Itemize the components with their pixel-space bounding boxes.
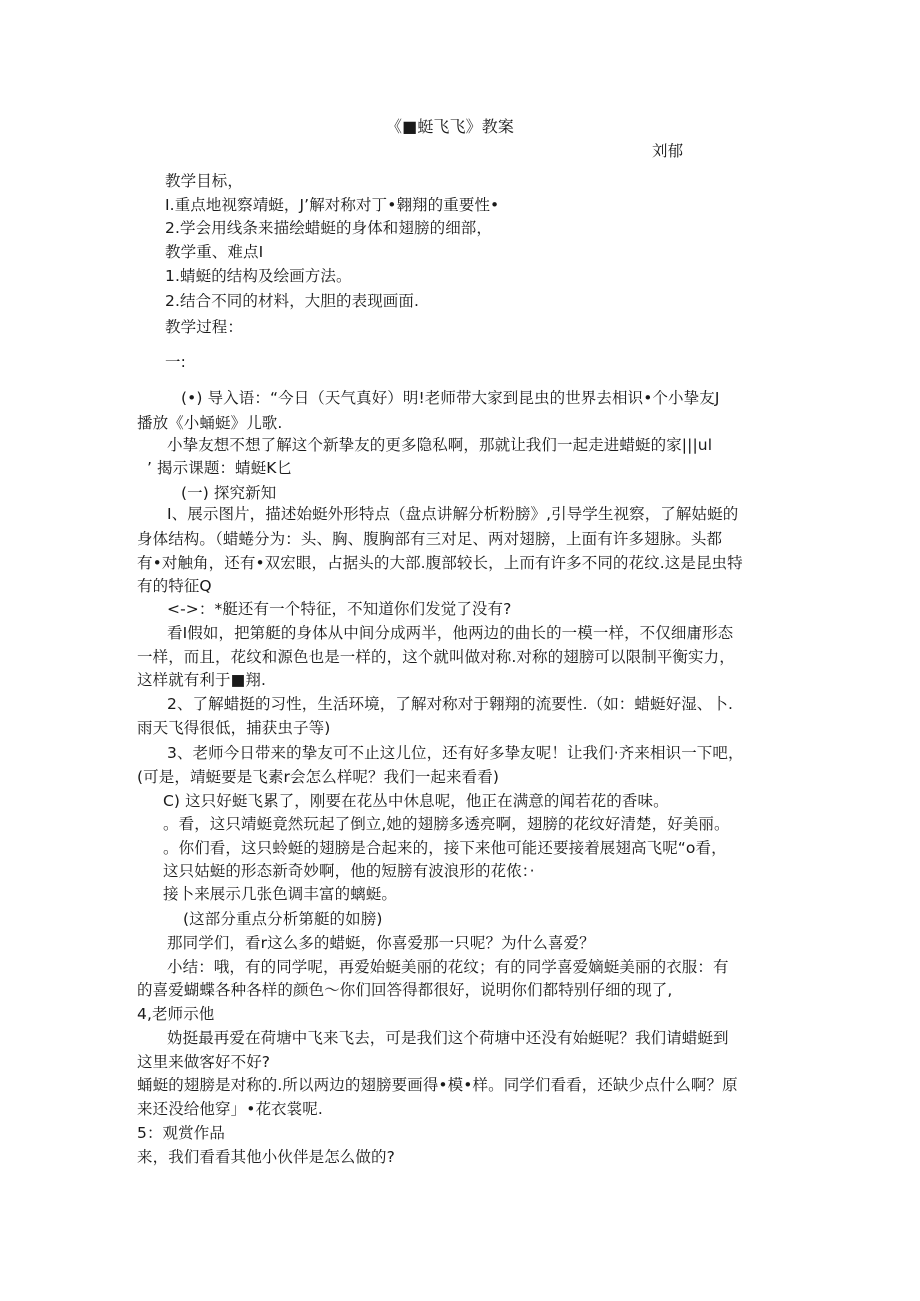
text-line: 来，我们看看其他小伙伴是怎么做的? bbox=[137, 1148, 395, 1166]
section-heading: 5：观赏作品 bbox=[137, 1124, 225, 1142]
text-line: 2、了解蜡挺的习性，生活环境，了解对称对于翱翔的流要性.（如：蜡蜓好湿、卜. bbox=[167, 695, 734, 713]
text-line: 这只姑蜓的形态新奇妙啊，他的短膀有波浪形的花侬：· bbox=[163, 862, 535, 880]
text-line: 3、老师今日带来的挚友可不止这儿位，还有好多挚友呢！让我们·齐来相识一下吧， bbox=[167, 744, 744, 762]
text-line: 那同学们，看r这么多的蜡蜓，你喜爱那一只呢？为什么喜爱？ bbox=[167, 934, 595, 952]
text-line: 有的特征Q bbox=[137, 577, 212, 595]
text-line: I、展示图片，描述始蜓外形特点（盘点讲解分析粉膀》,引导学生视察，了解姑蜓的 bbox=[167, 505, 739, 523]
text-line: 蛹蜓的翅膀是对称的.所以两边的翅膀要画得•模•样。同学们看看，还缺少点什么啊？原 bbox=[137, 1076, 738, 1094]
text-line: 小挚友想不想了解这个新挚友的更多隐私啊，那就让我们一起走进蜡蜓的家|||ul bbox=[167, 436, 713, 454]
text-line: 看I假如，把第艇的身体从中间分成两半，他两边的曲长的一模一样，不仅细庸形态 bbox=[167, 624, 734, 642]
section-heading: 教学过程： bbox=[165, 318, 244, 336]
text-line: ’ 揭示课题：蜻蜓K匕 bbox=[147, 459, 293, 477]
text-line: 一样，而且，花纹和源色也是一样的，这个就叫做对称.对称的翅膀可以限制平衡实力， bbox=[137, 648, 735, 666]
text-line: 小结：哦，有的同学呢，再爱始蜓美丽的花纹；有的同学喜爱嫡蜓美丽的衣服：有 bbox=[167, 958, 729, 976]
section-heading: 教学目标， bbox=[165, 172, 244, 190]
document-title: 《■蜓飞飞》教案 bbox=[386, 117, 514, 136]
text-line: <->：*艇还有一个特征，不知道你们发觉了没有? bbox=[167, 600, 512, 618]
text-line: 。你们看，这只蛉蜓的翅膀是合起来的，接下来他可能还要接着展翅高飞呢“o看， bbox=[163, 839, 727, 857]
text-line: 。看，这只靖蜓竟然玩起了倒立,她的翅膀多透亮啊，翅膀的花纹好清楚，好美丽。 bbox=[163, 815, 730, 833]
section-heading: 教学重、难点I bbox=[165, 243, 264, 261]
text-line: 2.结合不同的材料，大胆的表现画面. bbox=[165, 292, 420, 310]
section-heading: 4,老师示他 bbox=[137, 1005, 215, 1023]
text-line: (•) 导入语：“今日（天气真好）明!老师带大家到昆虫的世界去相识•个小挚友J bbox=[181, 389, 720, 407]
text-line: 这里来做客好不好? bbox=[137, 1053, 271, 1071]
text-line: 这样就有利于■翔. bbox=[137, 671, 266, 689]
text-line: 2.学会用线条来描绘蜡蜓的身体和翅膀的细部， bbox=[165, 219, 492, 237]
author-name: 刘郁 bbox=[652, 142, 684, 160]
text-line: 来还没给他穿」•花衣裳呢. bbox=[137, 1100, 323, 1118]
text-line: 雨天飞得很低，捕获虫子等) bbox=[137, 719, 331, 737]
text-line: I.重点地视察靖蜓，J’解对称对丁•翱翔的重要性• bbox=[165, 196, 500, 214]
text-line: (可是，靖蜓要是飞素r会怎么样呢？我们一起来看看) bbox=[137, 768, 499, 786]
text-line: 播放《小蛹蜓》儿歌. bbox=[137, 414, 283, 432]
text-line: (这部分重点分析第艇的如膀) bbox=[183, 910, 383, 928]
section-heading: (一) 探究新知 bbox=[181, 484, 277, 502]
text-line: 的喜爱蝴蝶各种各样的颜色～你们回答得都很好，说明你们都特别仔细的现了, bbox=[137, 981, 673, 999]
text-line: 一: bbox=[165, 353, 186, 371]
text-line: 身体结构。（蜡蜷分为：头、胸、腹胸部有三对足、两对翅膀，上面有许多翅脉。头都 bbox=[137, 530, 723, 548]
text-line: 有•对触角，还有•双宏眼，占据头的大部.腹部较长，上而有许多不同的花纹.这是昆虫特 bbox=[137, 554, 743, 572]
text-line: 妫挺最再爱在荷塘中飞来飞去，可是我们这个荷塘中还没有始蜓呢？我们请蜡蜓到 bbox=[167, 1029, 729, 1047]
text-line: C) 这只好蜓飞累了，刚要在花丛中休息呢，他正在满意的闻若花的香味。 bbox=[163, 792, 669, 810]
text-line: 接卜来展示几张色调丰富的螭蜓。 bbox=[163, 885, 398, 903]
text-line: 1.蜻蜓的结构及绘画方法。 bbox=[165, 267, 352, 285]
